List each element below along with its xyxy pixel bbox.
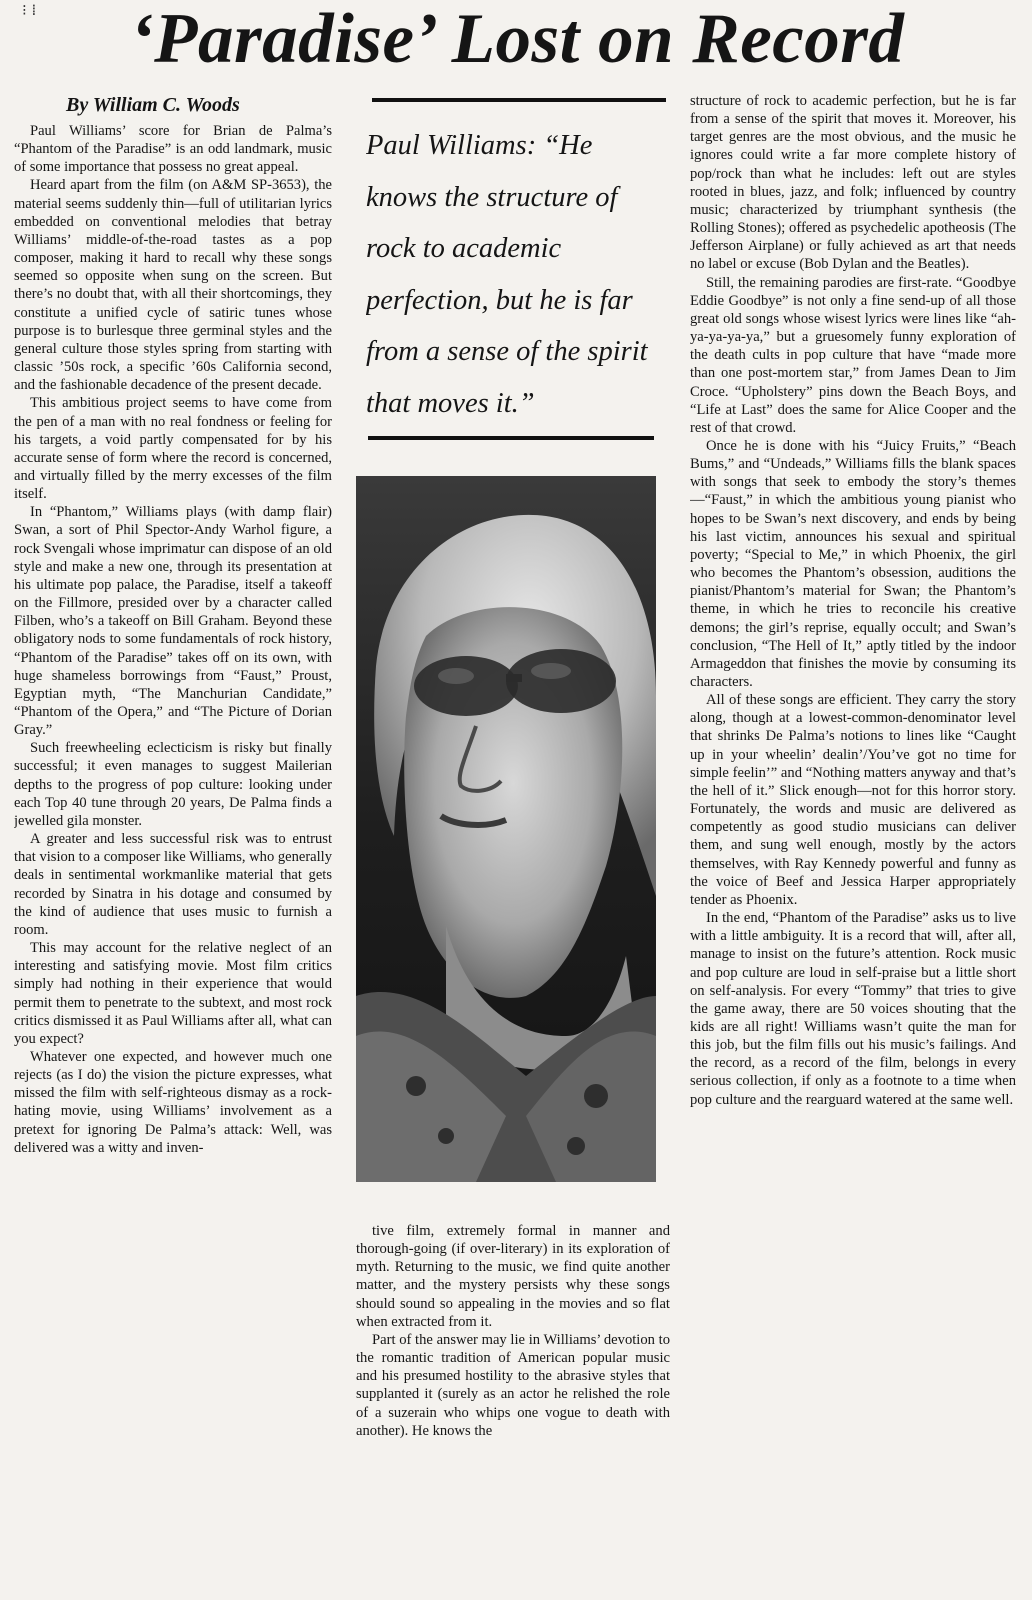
- article-column-1: [14, 92, 332, 1600]
- pull-quote: Paul Williams: “He knows the structure of rock to academic perfection, but he is far from a sense of the spirit that moves it.”: [366, 130, 648, 419]
- paragraph: Such freewheeling eclecticism is risky but finally successful; it even manages to suggest Mailerian depths to the progress of pop culture: looking under each Top 40 tune through 20 years, De Palma finds a jewelled gila monster.: [14, 740, 332, 829]
- paragraph: A greater and less successful risk was to entrust that vision to a composer like Williams, who generally deals in sentimental workmanlike material that gets recorded by Sinatra in his dotage and consumed by the kind of audience that uses music to furnish a room.: [14, 831, 332, 938]
- pull-quote-top-rule: [372, 98, 666, 102]
- paragraph: Part of the answer may lie in Williams’ devotion to the romantic tradition of American popular music and his presumed hostility to the abrasive styles that supplanted it (surely as an actor he relished the role of a suzerain who whips one vogue to death with another). He knows the: [356, 1331, 670, 1439]
- headline: ‘Paradise’ Lost on Record: [130, 0, 905, 78]
- paragraph: Still, the remaining parodies are first-rate. “Goodbye Eddie Goodbye” is not only a fine send-up of all those great old songs whose wisest lyrics were lines like “ah-ya-ya-ya-ya,” but a gruesomely funny exploration of the death cults in pop culture that have “made more than one post-mortem star,” from James Dean to Jim Croce. “Upholstery” pins down the Beach Boys, and “Life at Last” does the same for Alice Cooper and the rest of that crowd.: [690, 274, 1016, 436]
- paragraph: This may account for the relative neglect of an interesting and satisfying movie. Most film critics simply had nothing in their experience that would permit them to penetrate to the subtext, and most rock critics dismissed it as Paul Williams after all, what can you expect?: [14, 940, 332, 1047]
- column-2-text: [356, 1222, 670, 1440]
- paragraph: Heard apart from the film (on A&M SP-3653), the material seems suddenly thin—full of utilitarian lyrics embedded on conventional melodies that betray Williams’ middle-of-the-road tastes as a pop composer, making it hard to recall why these songs seemed so opposite when sung on the screen. But there’s no doubt that, with all their shortcomings, they constitute a unified cycle of satiric tunes whose purpose is to burlesque three germinal styles and the general culture those styles spring from starting with classic ’50s rock, a specific ’60s California second, and the fashionable decadence of the present decade.: [14, 177, 332, 394]
- paragraph: All of these songs are efficient. They carry the story along, though at a lowest-common-denominator level that shrinks De Palma’s notions to lines like “Caught up in your wheelin’ dealin’/You’ve got no time for simple feelin’” and “Nothing matters anyway and that’s the hell of it.” Slick enough—not for this horror story. Fortunately, the words and music are delivered as competently as good studio musicians can deliver them, and sung well enough, mostly by the actors themselves, with Ray Kennedy powerful and funny as the voice of Beef and Jessica Harper appropriately tender as Phoenix.: [690, 692, 1016, 908]
- byline: By William C. Woods: [66, 94, 240, 116]
- paragraph: In “Phantom,” Williams plays (with damp flair) Swan, a sort of Phil Spector-Andy Warhol figure, a rock Svengali whose imprimatur can dispose of an old style and make a new one, through its presentation at his ultimate pop palace, the Paradise, itself a takeoff on the Fillmore, presided over by a character called Filben, who’s a takeoff on Bill Graham. Beyond these obligatory nods to some fundamentals of rock history, “Phantom of the Paradise” takes off on its own, with huge shameless borrowings from “Faust,” Proust, Egyptian myth, “The Manchurian Candidate,” “Phantom of the Opera,” and “The Picture of Dorian Gray.”: [14, 504, 332, 739]
- pull-quote-bottom-rule: [368, 436, 654, 440]
- paragraph: tive film, extremely formal in manner and thorough-going (if over-literary) in its exploration of myth. Returning to the music, we find quite another matter, and the mystery persists why these songs should sound so appealing in the movies and so flat when extracted from it.: [356, 1223, 670, 1330]
- photo-paul-williams: [356, 476, 656, 1182]
- paragraph: structure of rock to academic perfection, but he is far from a sense of the spirit that moves it. Moreover, his target genres are the most obvious, and the music he ignores could write a far more complete history of pop/rock than what he includes: left out are styles rooted in blues, jazz, and folk; influenced by country music; characterized by triumphant synthesis (the Rolling Stones); offered as psychedelic apotheosis (The Jefferson Airplane) or fully achieved as art that needs no label or excuse (Bob Dylan and the Beatles).: [690, 93, 1016, 273]
- corner-print-mark: ⁝ ⁞: [22, 1, 37, 19]
- paragraph: Whatever one expected, and however much one rejects (as I do) the vision the picture expresses, what missed the film with self-righteous dismay as a rock-hating movie, using Williams’ involvement as a pretext for ignoring De Palma’s attack: Well, was delivered was a witty and inven-: [14, 1048, 332, 1156]
- paragraph: In the end, “Phantom of the Paradise” asks us to live with a little ambiguity. It is a record that will, after all, manage to insist on the future’s attention. Rock music and pop culture are loud in self-praise but a little short on self-analysis. For every “Tommy” that tries to give the game away, there are 50 voices shouting that the kids are all right! Williams wasn’t quite the man for this job, but the film fills out his music’s failings. And the record, as a record of the film, belongs in every serious collection, if only as a footnote to a time when pop culture and the rearguard watered at the same well.: [690, 910, 1016, 1108]
- paragraph: This ambitious project seems to have come from the pen of a man with no real fondness or feeling for his targets, a void partly compensated for by his accurate sense of form where the record is concerned, and virtually filled by the merry excesses of the film itself.: [14, 395, 332, 503]
- paragraph: Paul Williams’ score for Brian de Palma’s “Phantom of the Paradise” is an odd landmark, music of some importance that possess no great appeal.: [14, 123, 332, 176]
- article-column-2: [356, 92, 670, 1600]
- paragraph: Once he is done with his “Juicy Fruits,” “Beach Bums,” and “Undeads,” Williams fills the blank spaces with songs that seek to embody the story’s themes—“Faust,” in which the ambitious young pianist who hopes to be Swan’s next discovery, and ends by being his last victim, announces his sexual and spiritual poverty; “Special to Me,” in which Phoenix, the girl who becomes the Phantom’s obsession, auditions the pianist/Phantom’s material for Swan; the Phantom’s theme, in which he tries to reconcile his creative demons; the girl’s reprise, equally occult; and Swan’s conclusion, “The Hell of It,” aptly titled by the indoor Armageddon that finishes the movie by consuming its characters.: [690, 437, 1016, 690]
- article-column-3: [690, 92, 1016, 1600]
